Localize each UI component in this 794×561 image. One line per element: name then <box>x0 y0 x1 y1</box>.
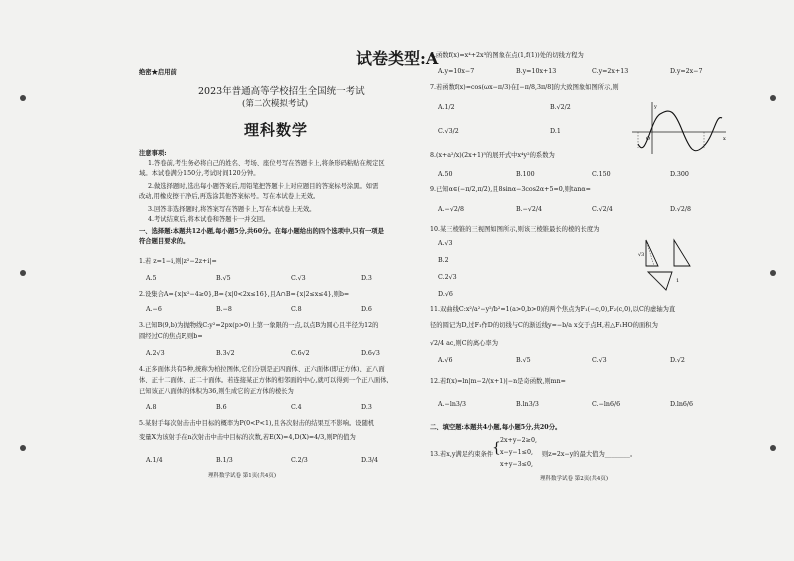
origin-label: O <box>646 136 651 142</box>
subject-title: 理科数学 <box>244 121 309 139</box>
binding-hole <box>20 270 26 276</box>
option: A.50 <box>438 171 453 178</box>
notes-line: 4.考试结束后,将本试卷和答题卡一并交回。 <box>148 216 270 223</box>
section2-title: 二、填空题:本题共4小题,每小题5分,共20分。 <box>430 424 562 431</box>
page-footer: 理科数学试卷 第2页(共4页) <box>540 476 609 482</box>
question-stem: 12.若f(x)=ln|m−2/(x+1)|−n是奇函数,则mn= <box>430 378 566 385</box>
option: B.1/3 <box>216 457 233 464</box>
notes-line: 2.做选择题时,选出每小题答案后,用铅笔把答题卡上对应题目的答案标号涂黑。如需 <box>148 183 379 190</box>
question-stem: 已知该正八面体的体积为36,则生成它的正方体的棱长为 <box>139 388 294 395</box>
cosine-curve <box>638 111 722 151</box>
dimension-label: √3 <box>638 252 645 258</box>
option: C.y=2x+13 <box>592 68 629 75</box>
option: A.−√2/8 <box>438 206 464 213</box>
question-stem: 则z=2x−y的最大值为________。 <box>542 451 637 458</box>
three-view-figure <box>636 236 726 300</box>
cosine-graph-figure <box>630 100 730 156</box>
question-stem: 9.已知α∈(−π/2,π/2),且8sinα−3cos2α+5=0,则tanα= <box>430 186 591 193</box>
option: D.√2 <box>670 357 685 364</box>
notes-line: 1.答卷前,考生务必将自己的姓名、考场、座位号写在答题卡上,将条形码粘贴在规定区 <box>148 160 385 167</box>
exam-title: 2023年普通高等学校招生全国统一考试 <box>198 86 365 97</box>
binding-hole <box>770 270 776 276</box>
option: B.√5 <box>516 357 531 364</box>
option: D.3 <box>361 404 372 411</box>
option: D.1 <box>550 128 561 135</box>
y-axis-label: y <box>654 104 657 110</box>
option: B.√2/2 <box>550 104 571 111</box>
notes-line: 改动,用橡皮擦干净后,再选涂其他答案标号。写在本试卷上无效。 <box>139 193 320 200</box>
option: A.1/4 <box>146 457 163 464</box>
hidden-edge <box>646 240 654 266</box>
binding-hole <box>770 95 776 101</box>
option: A.−ln3/3 <box>438 401 467 408</box>
question-stem: 3.已知B(9,b)为抛物线C:y²=2px(p>0)上第一象限的一点,以点B为圆心且半径为12的 <box>139 322 379 329</box>
brace-symbol: { <box>492 440 501 456</box>
option: C.−ln6/6 <box>592 401 621 408</box>
option: B.√5 <box>216 275 231 282</box>
option: B.−8 <box>216 306 232 313</box>
notes-heading: 注意事项: <box>139 150 167 157</box>
question-stem: 径的圆记为D,过F₁作D的切线与C的渐近线y=−b/a x交于点H,若△F₁HO的面积为 <box>430 322 658 329</box>
option: B.6 <box>216 404 227 411</box>
question-stem: 11.双曲线C:x²/a²−y²/b²=1(a>0,b>0)的两个焦点为F₁(−c,0),F₂(c,0),以C的虚轴为直 <box>430 306 676 313</box>
question-stem: √2/4 ac,则C的离心率为 <box>430 340 499 347</box>
constraint: x−y−1≤0, <box>500 449 533 456</box>
option: C.√3/2 <box>438 128 459 135</box>
option: D.3/4 <box>361 457 378 464</box>
top-view-edge <box>648 272 666 290</box>
front-view <box>646 240 658 266</box>
question-stem: 8.(x+a²/x)(2x+1)⁵的展开式中x⁴y²的系数为 <box>430 152 555 159</box>
question-stem: 7.若函数f(x)=cos(ωx−π/3)在[−π/8,3π/8]的大致图象如图所示,则 <box>430 84 619 91</box>
question-stem: 圆经过C的焦点F,则b= <box>139 333 203 340</box>
notes-line: 域。本试卷满分150分,考试时间120分钟。 <box>139 170 260 177</box>
option: A.1/2 <box>438 104 455 111</box>
option: B.ln3/3 <box>516 401 539 408</box>
option: B.−√2/4 <box>516 206 543 213</box>
option: D.300 <box>670 171 689 178</box>
question-stem: 变量X为该射手在n次射击中击中目标的次数,若E(X)=4,D(X)=4/3,则P的值为 <box>139 434 356 441</box>
side-view <box>674 240 690 266</box>
option: A.√6 <box>438 357 453 364</box>
option: D.√6 <box>438 291 453 298</box>
option: D.6 <box>361 306 372 313</box>
exam-type-label: 试卷类型:A <box>356 49 439 68</box>
page-footer: 理科数学试卷 第1页(共4页) <box>208 473 277 479</box>
notes-line: 3.回答非选择题时,将答案写在答题卡上,写在本试卷上无效。 <box>148 206 316 213</box>
binding-hole <box>20 445 26 451</box>
section1-title: 一、选择题:本题共12小题,每小题5分,共60分。在每小题给出的四个选项中,只有一项是 <box>139 228 384 235</box>
constraint: 2x+y−2≥0, <box>500 437 537 444</box>
question-stem: 5.某射手每次射击击中目标的概率为P(0<P<1),且各次射击的结果互不影响。设随机 <box>139 420 375 427</box>
question-stem: 10.某三棱锥的三视图如图所示,则该三棱锥最长的棱的长度为 <box>430 226 600 233</box>
section1-title: 符合题目要求的。 <box>139 238 190 245</box>
question-stem: 2.设集合A={x|x²−4≥0},B={x|0<2x≤16},且A∩B={x|2≤x≤4},则b= <box>139 291 350 298</box>
option: A.√3 <box>438 240 453 247</box>
question-stem: 13.若x,y满足约束条件 <box>430 451 494 458</box>
option: B.2 <box>438 257 449 264</box>
option: C.√2/4 <box>592 206 613 213</box>
option: A.−6 <box>146 306 162 313</box>
question-stem: 4.正多面体共有5种,统称为柏拉图体,它们分别是正四面体、正六面体(即正方体)、正八面 <box>139 366 385 373</box>
option: C.2/3 <box>291 457 308 464</box>
question-stem: 1.若 z=1−i,则|z²−2z+i|= <box>139 258 217 265</box>
question-stem: 体、正十二面体、正二十面体。若连接某正方体的相邻面的中心,就可以得到一个正八面体, <box>139 377 389 384</box>
dimension-label: 1 <box>676 278 680 284</box>
option: C.6√2 <box>291 350 310 357</box>
option: D.3 <box>361 275 372 282</box>
exam-subtitle: (第二次模拟考试) <box>242 99 309 109</box>
option: D.6√3 <box>361 350 380 357</box>
option: B.100 <box>516 171 535 178</box>
option: D.√2/8 <box>670 206 691 213</box>
option: C.8 <box>291 306 302 313</box>
option: C.√3 <box>592 357 607 364</box>
x-axis-label: x <box>723 136 726 142</box>
option: C.2√3 <box>438 274 457 281</box>
option: B.3√2 <box>216 350 235 357</box>
option: D.y=2x−7 <box>670 68 703 75</box>
secret-label: 绝密★启用前 <box>139 69 177 76</box>
binding-hole <box>770 445 776 451</box>
option: C.√3 <box>291 275 306 282</box>
option: C.4 <box>291 404 302 411</box>
option: A.y=10x−7 <box>438 68 475 75</box>
question-stem: 6.函数f(x)=x⁴+2x³的图象在点(1,f(1))处的切线方程为 <box>430 52 584 59</box>
option: A.5 <box>146 275 157 282</box>
option: B.y=10x+13 <box>516 68 557 75</box>
option: A.2√3 <box>146 350 165 357</box>
constraint: x+y−3≤0, <box>500 461 533 468</box>
top-view <box>648 272 672 290</box>
option: A.8 <box>146 404 157 411</box>
binding-hole <box>20 95 26 101</box>
option: D.ln6/6 <box>670 401 694 408</box>
option: C.150 <box>592 171 611 178</box>
